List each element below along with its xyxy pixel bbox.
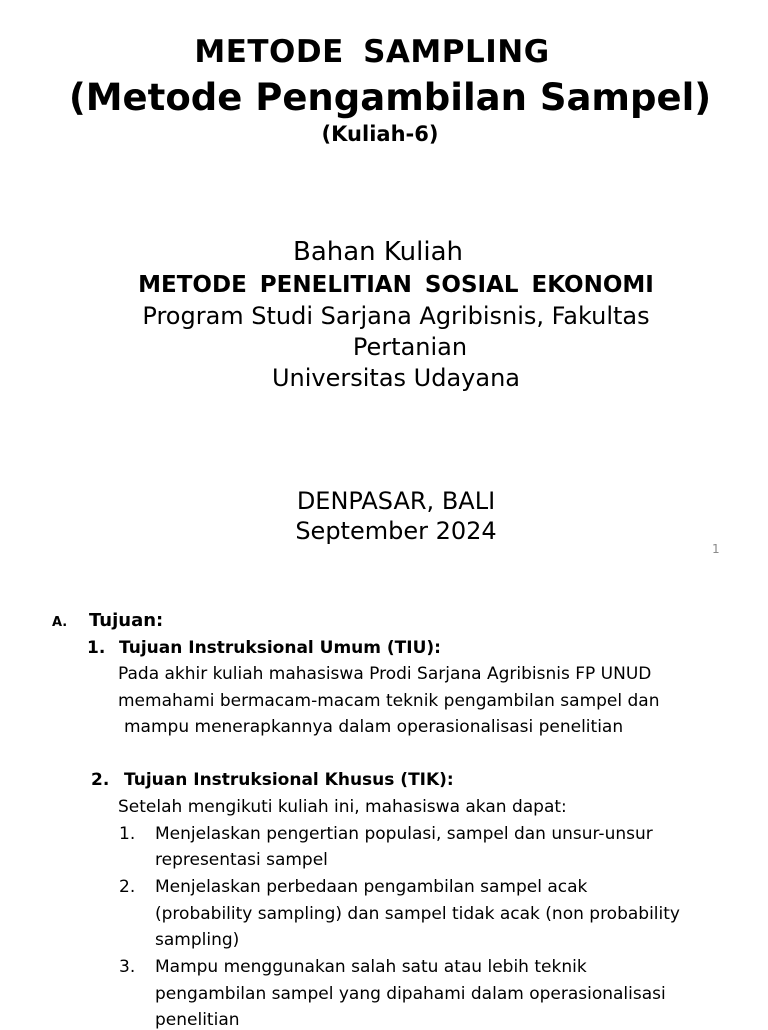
tiu-number: 1. bbox=[87, 638, 106, 658]
tik-item-line: Menjelaskan pengertian populasi, sampel dan unsur-unsur bbox=[155, 824, 653, 844]
tik-item-line: Mampu menggunakan salah satu atau lebih teknik bbox=[155, 957, 587, 977]
city: DENPASAR, BALI bbox=[296, 487, 496, 515]
tiu-text-line: mampu menerapkannya dalam operasionalisasi penelitian bbox=[124, 717, 624, 737]
tiu-text-line: Pada akhir kuliah mahasiswa Prodi Sarjana Agribisnis FP UNUD bbox=[118, 664, 652, 684]
title-line-3: (Kuliah-6) bbox=[321, 122, 439, 146]
tik-title: Tujuan Instruksional Khusus (TIK): bbox=[124, 770, 454, 790]
tik-item-line: pengambilan sampel yang dipahami dalam operasionalisasi bbox=[155, 984, 666, 1004]
page-number: 1 bbox=[712, 542, 720, 556]
tik-item-line: Menjelaskan perbedaan pengambilan sampel acak bbox=[155, 877, 588, 897]
university-name: Universitas Udayana bbox=[271, 364, 521, 392]
section-letter: A. bbox=[52, 615, 68, 630]
tik-item-line: (probability sampling) dan sampel tidak acak (non probability bbox=[155, 904, 680, 924]
tik-number: 2. bbox=[91, 770, 110, 790]
program-line-1: Program Studi Sarjana Agribisnis, Fakultas bbox=[142, 302, 650, 330]
material-label: Bahan Kuliah bbox=[292, 237, 463, 267]
course-name: METODE PENELITIAN SOSIAL EKONOMI bbox=[138, 272, 654, 298]
tik-item-line: penelitian bbox=[155, 1010, 240, 1030]
tik-item-number: 2. bbox=[119, 877, 136, 897]
tik-intro: Setelah mengikuti kuliah ini, mahasiswa akan dapat: bbox=[118, 797, 567, 817]
date: September 2024 bbox=[295, 517, 497, 545]
section-title: Tujuan: bbox=[89, 610, 164, 631]
tiu-text-line: memahami bermacam-macam teknik pengambilan sampel dan bbox=[118, 691, 660, 711]
tiu-title: Tujuan Instruksional Umum (TIU): bbox=[119, 638, 441, 658]
tik-item-number: 1. bbox=[119, 824, 136, 844]
tik-item-line: sampling) bbox=[155, 930, 240, 950]
tik-item-line: representasi sampel bbox=[155, 850, 328, 870]
title-line-2: (Metode Pengambilan Sampel) bbox=[68, 76, 712, 119]
title-line-1: METODE SAMPLING bbox=[194, 34, 550, 70]
program-line-2: Pertanian bbox=[352, 333, 468, 361]
tik-item-number: 3. bbox=[119, 957, 136, 977]
